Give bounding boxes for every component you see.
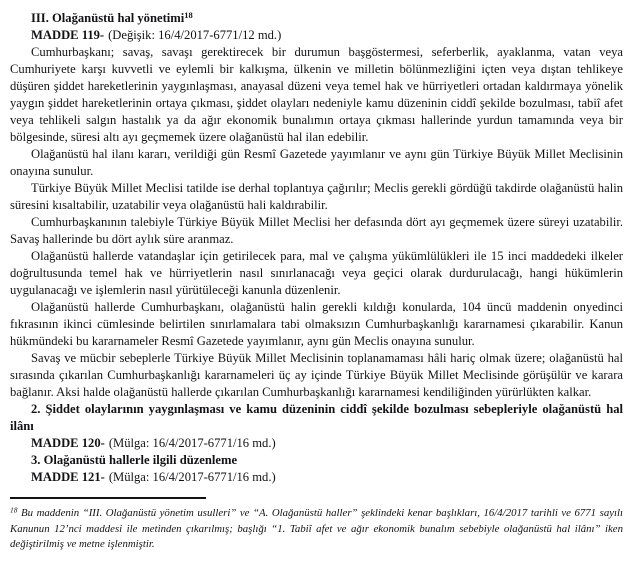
footnote-divider [10,497,206,499]
section-heading [10,10,623,27]
subsection-2-heading: 2. Şiddet olaylarının yaygınlaşması ve kamu düzeninin ciddî şekilde bozulması sebepleriyle olağanüstü hal ilânı [10,402,623,433]
article-121-note: (Mülga: 16/4/2017-6771/16 md.) [108,470,276,484]
article-119-label: MADDE 119- [31,28,105,42]
footnote-number: 18 [10,505,18,515]
paragraph-2: Olağanüstü hal ilanı kararı, verildiği gün Resmî Gazetede yayımlanır ve aynı gün Türkiye Büyük Millet Meclisinin onayına sunulur. [10,147,623,178]
footnote-ref-marker: 18 [184,10,193,20]
subsection-3-heading: 3. Olağanüstü hallerle ilgili düzenleme [31,453,238,467]
paragraph-7: Savaş ve mücbir sebeplerle Türkiye Büyük Millet Meclisinin toplanamaması hâli hariç olmak üzere; olağanüstü hal sırasında çıkarılan Cumhurbaşkanlığı kararnameleri üç ay içinde Türkiye Büyük Millet Meclisinde görüşülür ve karara bağlanır. Aksi halde olağanüstü hallerde çıkarılan Cumhurbaşkanlığı kararnamesi kendiliğinden yürürlükten kalkar. [10,351,623,399]
paragraph-1: Cumhurbaşkanı; savaş, savaşı gerektirecek bir durumun başgöstermesi, seferberlik, ayaklanma, vatan veya Cumhuriyete karşı kuvvetli ve eylemli bir kalkışma, ülkenin ve milletin bölünmezliğini içten veya dıştan tehlikeye düşüren şiddet hareketlerinin yaygınlaşması, anayasal düzeni veya temel hak ve hürriyetleri ortadan kaldırmaya yönelik yaygın şiddet hareketlerinin ortaya çıkması, şiddet olayları nedeniyle kamu düzeninin ciddî şekilde bozulması, tabiî afet veya tehlikeli salgın hastalık ya da ağır ekonomik bunalımın ortaya çıkması hallerinde yurdun tamamında veya bir bölgesinde, süresi altı ayı geçmemek üzere olağanüstü hal ilan edebilir. [10,45,623,144]
paragraph-6: Olağanüstü hallerde Cumhurbaşkanı, olağanüstü halin gerekli kıldığı konularda, 104 üncü maddenin onyedinci fıkrasının ikinci cümlesinde belirtilen sınırlamalara tabi olmaksızın Cumhurbaşkanlığı kararnamesi çıkarabilir. Kanun hükmündeki bu kararnameler Resmî Gazetede yayımlanır, aynı gün Meclis onayına sunulur. [10,300,623,348]
paragraph-4: Cumhurbaşkanının talebiyle Türkiye Büyük Millet Meclisi her defasında dört ayı geçmemek üzere süreyi uzatabilir. Savaş hallerinde bu dört aylık süre aranmaz. [10,215,623,246]
article-119-note: (Değişik: 16/4/2017-6771/12 md.) [108,28,282,42]
article-120-label: MADDE 120- [31,436,105,450]
footnote [10,506,623,553]
paragraph-5: Olağanüstü hallerde vatandaşlar için getirilecek para, mal ve çalışma yükümlülükleri ile 15 inci maddedeki ilkeler doğrultusunda temel hak ve hürriyetlerin nasıl sınırlanacağı veya geçici olarak durdurulacağı, hangi hükümlerin uygulanacağı ve işlemlerin nasıl yürütüleceği kanunla düzenlenir. [10,249,623,297]
paragraph-3: Türkiye Büyük Millet Meclisi tatilde ise derhal toplantıya çağırılır; Meclis gerekli gördüğü takdirde olağanüstü halin süresini kısaltabilir, uzatabilir veya olağanüstü hali kaldırabilir. [10,181,623,212]
article-119-heading [10,27,623,44]
footnote-text: Bu maddenin “III. Olağanüstü yönetim usulleri” ve “A. Olağanüstü haller” şeklindeki kenar başlıkları, 16/4/2017 tarihli ve 6771 sayılı Kanunun 12’nci maddesi ile metinden çıkarılmış; başlığı “1. Tabiî afet ve ağır ekonomik bunalım sebebiyle olağanüstü hal ilânı” iken değiştirilmiş ve metne işlenmiştir. [10,507,624,550]
article-121-heading [10,469,623,486]
section-heading-text: III. Olağanüstü hal yönetimi [31,11,185,25]
article-121-label: MADDE 121- [31,470,105,484]
article-120-note: (Mülga: 16/4/2017-6771/16 md.) [108,436,276,450]
article-120-heading [10,435,623,452]
